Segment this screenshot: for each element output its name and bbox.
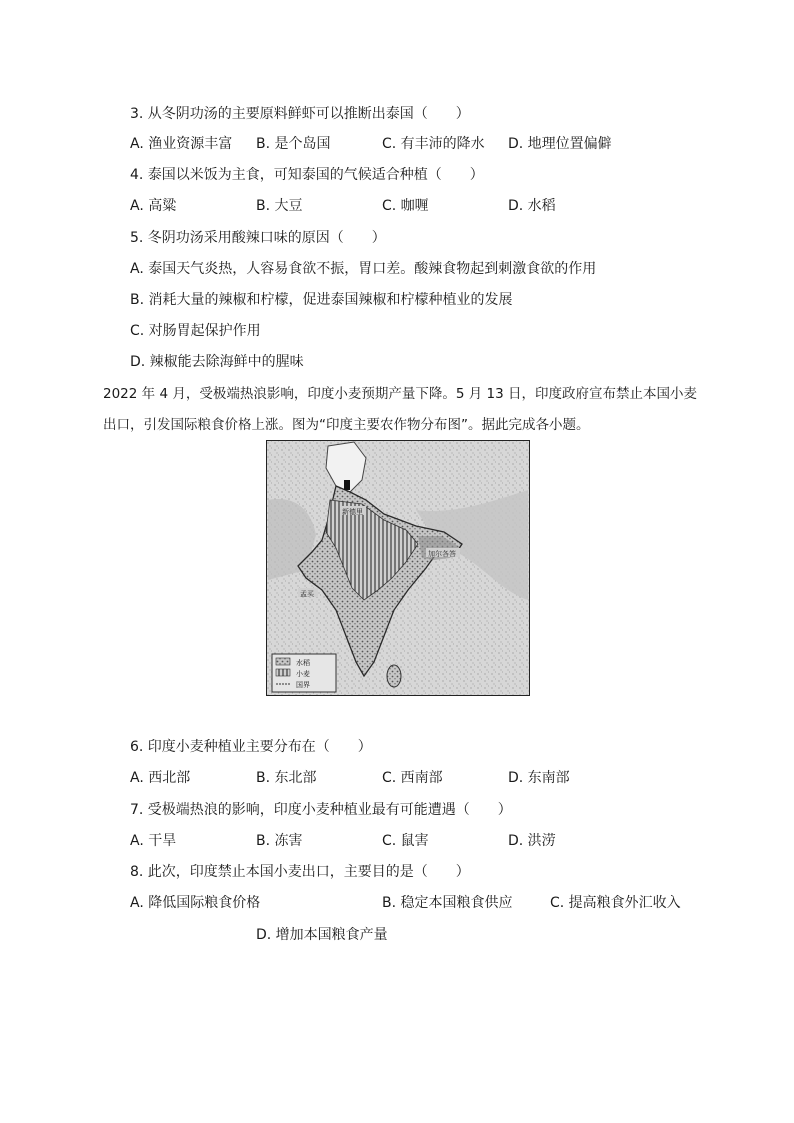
question-8-option-d: D. 增加本国粮食产量 — [256, 927, 388, 943]
intro-line-2: 出口，引发国际粮食价格上涨。图为“印度主要农作物分布图”。据此完成各小题。 — [103, 417, 590, 433]
question-7-option-c: C. 鼠害 — [382, 833, 429, 849]
question-8-stem: 8. 此次，印度禁止本国小麦出口，主要目的是（ ） — [130, 864, 470, 880]
question-3-option-b: B. 是个岛国 — [256, 136, 331, 152]
question-4-option-d: D. 水稻 — [508, 198, 556, 214]
question-3-option-d: D. 地理位置偏僻 — [508, 136, 612, 152]
question-4-stem: 4. 泰国以米饭为主食，可知泰国的气候适合种植（ ） — [130, 167, 484, 183]
legend-label-rice: 水稻 — [296, 659, 310, 667]
question-4-option-b: B. 大豆 — [256, 198, 303, 214]
question-8-option-b: B. 稳定本国粮食供应 — [382, 895, 513, 911]
region-label-kolkata: 加尔各答 — [428, 550, 456, 558]
india-crop-map-graphic — [266, 440, 530, 696]
question-3-option-a: A. 渔业资源丰富 — [130, 136, 233, 152]
question-7-option-a: A. 干旱 — [130, 833, 177, 849]
capital-marker — [344, 480, 350, 490]
question-6-option-c: C. 西南部 — [382, 770, 443, 786]
legend-swatch-wheat — [276, 669, 290, 676]
question-6-option-d: D. 东南部 — [508, 770, 570, 786]
question-5-option-c: C. 对肠胃起保护作用 — [130, 323, 261, 339]
question-7-option-b: B. 冻害 — [256, 833, 303, 849]
region-label-new-delhi: 新德里 — [342, 508, 363, 516]
question-4-option-a: A. 高粱 — [130, 198, 177, 214]
question-6-option-a: A. 西北部 — [130, 770, 191, 786]
question-3-stem: 3. 从冬阴功汤的主要原料鲜虾可以推断出泰国（ ） — [130, 106, 470, 122]
question-7-option-d: D. 洪涝 — [508, 833, 556, 849]
sri-lanka-island — [387, 665, 401, 687]
region-label-mumbai: 孟买 — [300, 590, 314, 598]
india-crop-map — [266, 440, 530, 696]
legend-swatch-rice — [276, 658, 290, 665]
legend-label-border: 国界 — [296, 681, 310, 689]
question-5-option-b: B. 消耗大量的辣椒和柠檬，促进泰国辣椒和柠檬种植业的发展 — [130, 292, 513, 308]
question-5-option-a: A. 泰国天气炎热，人容易食欲不振，胃口差。酸辣食物起到刺激食欲的作用 — [130, 261, 597, 277]
legend-label-wheat: 小麦 — [296, 670, 310, 678]
question-8-option-c: C. 提高粮食外汇收入 — [550, 895, 681, 911]
question-3-option-c: C. 有丰沛的降水 — [382, 136, 485, 152]
intro-line-1: 2022 年 4 月，受极端热浪影响，印度小麦预期产量下降。5 月 13 日，印度政府宣布禁止本国小麦 — [103, 386, 697, 402]
question-6-stem: 6. 印度小麦种植业主要分布在（ ） — [130, 739, 372, 755]
question-5-option-d: D. 辣椒能去除海鲜中的腥味 — [130, 354, 304, 370]
question-8-option-a: A. 降低国际粮食价格 — [130, 895, 261, 911]
question-7-stem: 7. 受极端热浪的影响，印度小麦种植业最有可能遭遇（ ） — [130, 802, 512, 818]
question-5-stem: 5. 冬阴功汤采用酸辣口味的原因（ ） — [130, 230, 386, 246]
question-4-option-c: C. 咖喱 — [382, 198, 429, 214]
question-6-option-b: B. 东北部 — [256, 770, 317, 786]
map-legend — [272, 654, 336, 692]
